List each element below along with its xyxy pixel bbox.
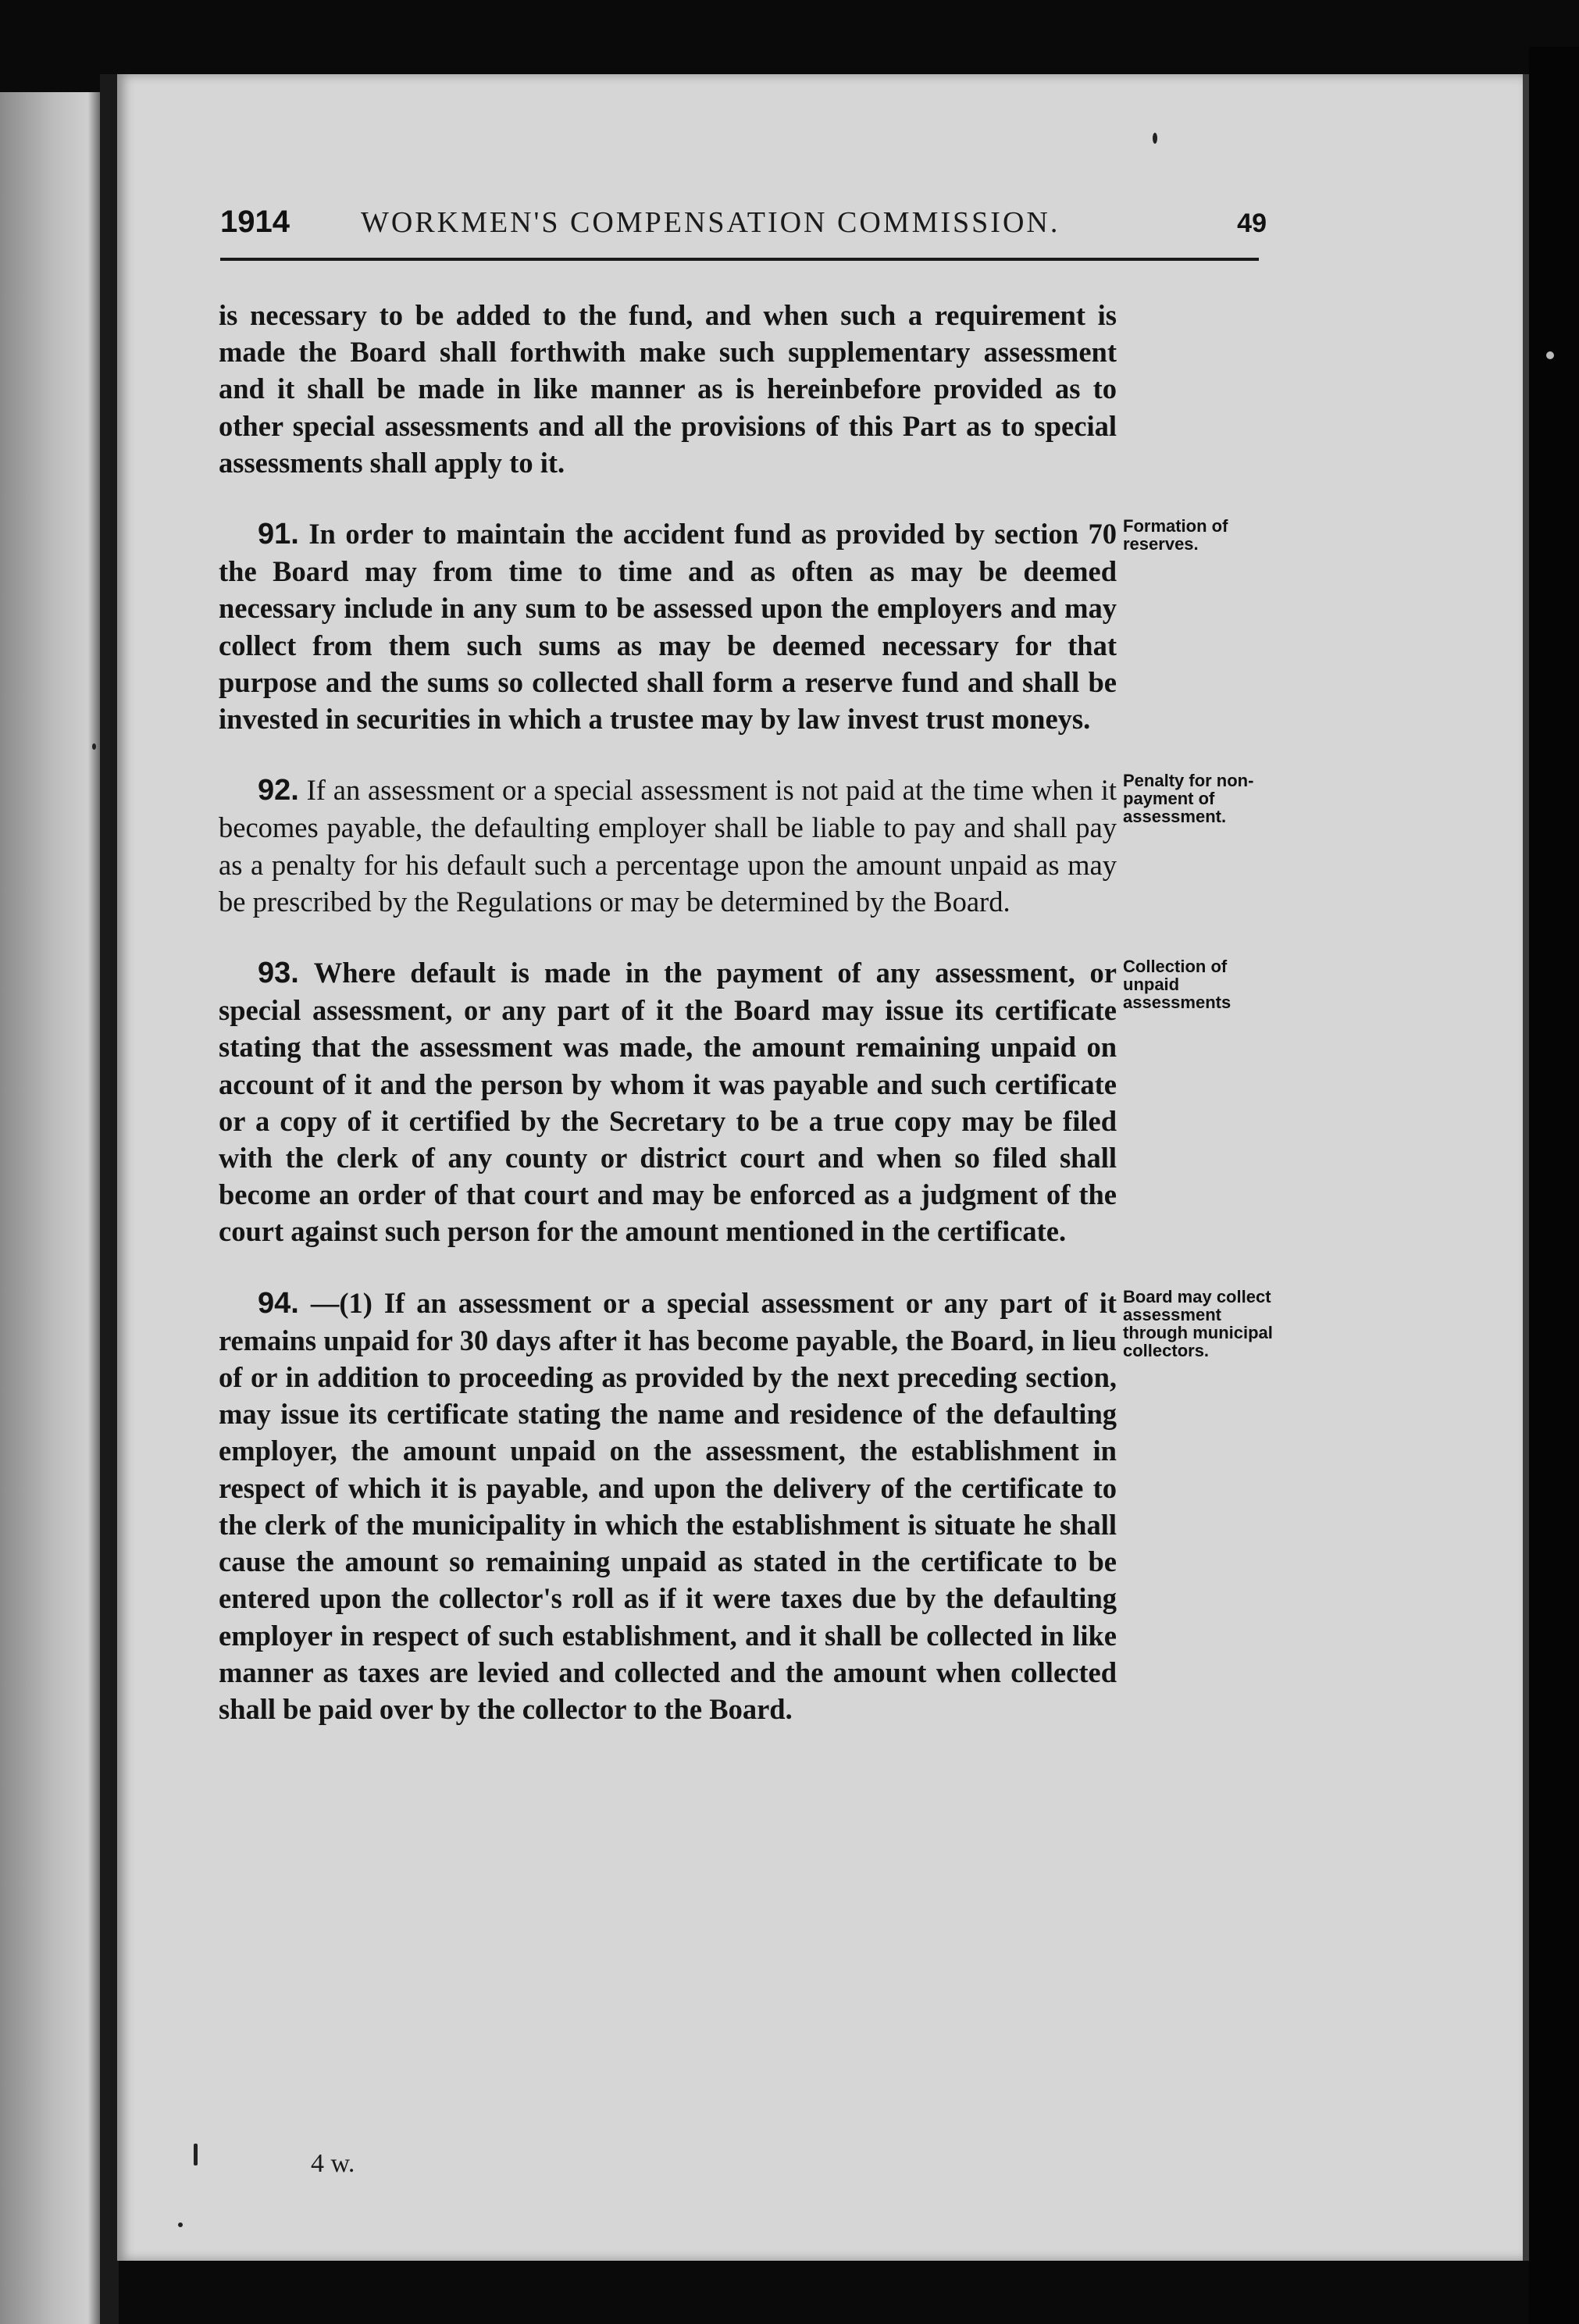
page-number: 49 (1237, 209, 1267, 238)
page-outer-shadow (1529, 47, 1579, 2324)
margin-note-93: Collection of unpaid assessments (1123, 957, 1231, 1013)
ink-speck (1546, 351, 1554, 359)
margin-note-94: Board may collect assessment through municipal collectors. (1123, 1286, 1273, 1360)
section-number-94: 94. (258, 1286, 299, 1320)
header-title: WORKMEN'S COMPENSATION COMMISSION. (361, 206, 1060, 239)
page-body (219, 297, 1273, 1727)
running-header (220, 205, 1267, 259)
section-94 (219, 1285, 1273, 1727)
signature-mark: 4 w. (311, 2149, 355, 2178)
ink-speck (194, 2144, 198, 2165)
section-text-92: If an assessment or a special assessment is not paid at the time when it becomes payable, the defaulting employer shall be liable to pay and shall pay as a penalty for his default such a percentage upon the amount unpaid as may be prescribed by the Regulations or may be determined by the Board. (219, 774, 1117, 918)
section-93 (219, 954, 1231, 1250)
section-text-93: Where default is made in the payment of any assessment, or special assessment, or any part of it the Board may issue its certificate stating that the assessment was made, the amount remaining unpaid on account of it and the person by whom it was payable and such certificate or a copy of it certified by the Secretary to be a true copy may be filed with the clerk of any county or district court and when so filed shall become an order of that court and may be enforced as a judgment of the court against such person for the amount mentioned in the certificate. (219, 957, 1117, 1248)
margin-note-92: Penalty for non-payment of assessment. (1123, 771, 1254, 827)
section-text-91: In order to maintain the accident fund as provided by section 70 the Board may from time to time and as often as may be deemed necessary include in any sum to be assessed upon the employers and may collect from them such sums as may be deemed necessary for that purpose and the sums so collected shall form a reserve fund and shall be invested in securities in which a trustee may by law invest trust moneys. (219, 518, 1117, 736)
margin-note-91: Formation of reserves. (1123, 516, 1228, 554)
ink-speck (92, 743, 96, 750)
ink-speck (1153, 133, 1157, 144)
facing-page-edge (0, 92, 100, 2324)
section-number-91: 91. (258, 518, 299, 551)
section-92 (219, 771, 1254, 920)
section-text-94: —(1) If an assessment or a special assessment or any part of it remains unpaid for 30 days after it has become payable, the Board, in lieu of or in addition to proceeding as provided by the next preceding section, may issue its certificate stating the name and residence of the defaulting employer, the amount unpaid on the assessment, the establishment in respect of which it is payable, and upon the delivery of the certificate to the clerk of the municipality in which the establishment is situate he shall cause the amount so remaining unpaid as stated in the certificate to be entered upon the collector's roll as if it were taxes due by the defaulting employer in respect of such establishment, and it shall be collected in like manner as taxes are levied and collected and the amount when collected shall be paid over by the collector to the Board. (219, 1286, 1117, 1725)
section-91 (219, 515, 1228, 737)
section-number-93: 93. (258, 957, 299, 990)
book-gutter (100, 74, 119, 2324)
ink-speck (178, 2222, 183, 2227)
header-rule (220, 258, 1259, 261)
header-year: 1914 (220, 205, 290, 239)
opening-paragraph: is necessary to be added to the fund, and when such a requirement is made the Board shall forthwith make such supplementary assessment and it shall be made in like manner as is hereinbefore provided as to other special assessments and all the provisions of this Part as to special assessments shall apply to it. (219, 299, 1117, 479)
section-number-92: 92. (258, 774, 299, 807)
